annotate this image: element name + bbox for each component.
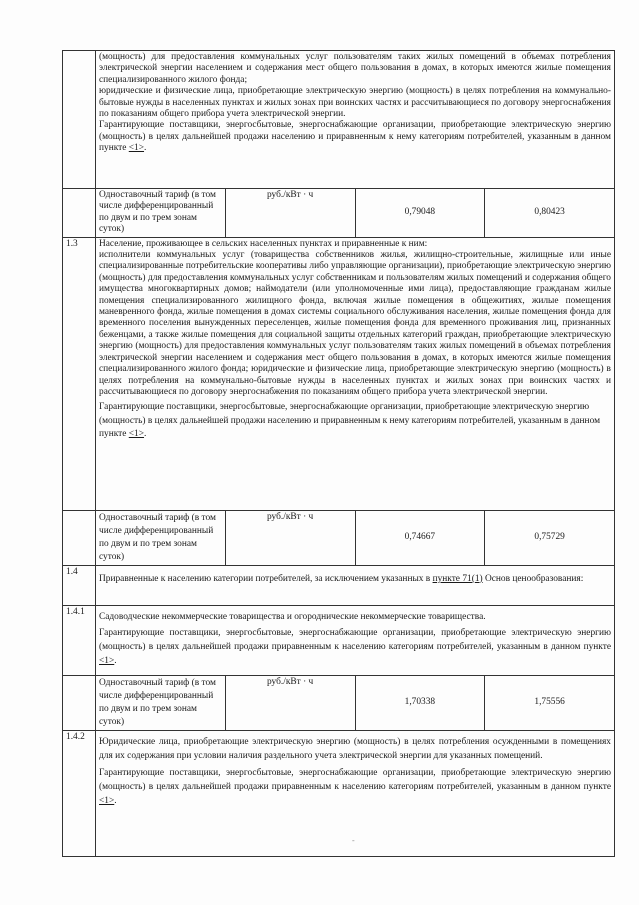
row-number: 1.3 bbox=[63, 237, 96, 510]
table-row bbox=[63, 565, 615, 605]
row-text bbox=[96, 605, 615, 675]
tariff-value-1: 0,79048 bbox=[355, 189, 485, 238]
tariff-row bbox=[63, 675, 615, 730]
tariff-unit: руб./кВт · ч bbox=[225, 675, 355, 730]
tariff-row bbox=[63, 510, 615, 565]
scan-speck: - bbox=[352, 836, 355, 845]
row-text: Приравненные к населению категории потребителей, за исключением указанных в пункте 71(1) Основ ценообразования: bbox=[96, 565, 615, 605]
table-row bbox=[63, 730, 615, 856]
paragraph: Гарантирующие поставщики, энергосбытовые, энергоснабжающие организации, приобретающие электрическую энергию (мощность) в целях дальнейшей продажи населению и приравненным к нему категориям потребителей, указанным в данном пункте <1>. bbox=[99, 402, 601, 440]
tariff-value-2: 1,75556 bbox=[485, 675, 615, 730]
paragraph: исполнители коммунальных услуг (товарищества собственников жилья, жилищно-строительные, жилищные или иные специализированные потребительские кооперативы либо управляющие организации), приобретающие электрическую энергию (мощность) для предоставления коммунальных услуг собственникам и пользователям жилых помещений и содержания общего имущества многоквартирных домов; наймодатели (или уполномоченные ими лица), предоставляющие гражданам жилые помещения специализированного жилищного фонда, включая жилые помещения в общежитиях, жилые помещения маневренного фонда, жилые помещения в домах системы социального обслуживания населения, жилые помещения фонда для временного поселения вынужденных переселенцев, жилые помещения фонда для временного проживания лиц, признанных беженцами, а также жилые помещения для социальной защиты отдельных категорий граждан, приобретающие электрическую энергию (мощность) для предоставления коммунальных услуг пользователям таких жилых помещений в объемах потребления электрической энергии населением и содержания мест общего пользования в домах, в которых имеются жилые помещения специализированного жилого фонда; юридические и физические лица, приобретающие электрическую энергию (мощность) в целях потребления на коммунально-бытовые нужды в населенных пунктах и жилых зонах при воинских частях и рассчитывающиеся по договору энергоснабжения по показаниям общего прибора учета электрической энергии. bbox=[99, 250, 611, 397]
tariff-value-1: 1,70338 bbox=[355, 675, 485, 730]
paragraph: Гарантирующие поставщики, энергосбытовые, энергоснабжающие организации, приобретающие электрическую энергию (мощность) в целях дальнейшей продажи приравненным к населению категориям потребителей, указанным в данном пункте <1>. bbox=[99, 767, 611, 806]
paragraph: Садоводческие некоммерческие товарищества и огороднические некоммерческие товарищества. bbox=[99, 611, 486, 622]
paragraph: юридические и физические лица, приобретающие электрическую энергию (мощность) в целях потребления на коммунально-бытовые нужды в населенных пунктах и жилых зонах при воинских частях и рассчитывающиеся по договору энергоснабжения по показаниям общего прибора учета электрической энергии. bbox=[99, 86, 611, 120]
paragraph: Гарантирующие поставщики, энергосбытовые, энергоснабжающие организации, приобретающие электрическую энергию (мощность) в целях дальнейшей продажи приравненным к населению категориям потребителей, указанным в данном пункте <1>. bbox=[99, 627, 611, 666]
row-text bbox=[96, 51, 615, 189]
tariff-value-2: 0,75729 bbox=[485, 510, 615, 565]
paragraph: Гарантирующие поставщики, энергосбытовые, энергоснабжающие организации, приобретающие электрическую энергию (мощность) в целях дальнейшей продажи населению и приравненным к нему категориям потребителей, указанным в данном пункте <1>. bbox=[99, 120, 611, 154]
tariff-unit: руб./кВт · ч bbox=[225, 510, 355, 565]
tariff-name: Одноставочный тариф (в том числе дифференцированный по двум и по трем зонам суток) bbox=[96, 675, 226, 730]
row-number: 1.4 bbox=[63, 565, 96, 605]
tariff-unit: руб./кВт · ч bbox=[225, 189, 355, 238]
tariff-row bbox=[63, 189, 615, 238]
row-number: 1.4.1 bbox=[63, 605, 96, 675]
tariff-value-1: 0,74667 bbox=[355, 510, 485, 565]
table-row bbox=[63, 51, 615, 189]
table-row bbox=[63, 237, 615, 510]
paragraph: (мощность) для предоставления коммунальных услуг пользователям таких жилых помещений в объемах потребления электрической энергии населением и содержания мест общего пользования в домах, в которых имеются жилые помещения специализированного жилого фонда; bbox=[99, 52, 611, 85]
table-row bbox=[63, 605, 615, 675]
tariff-value-2: 0,80423 bbox=[485, 189, 615, 238]
row-text bbox=[96, 237, 615, 510]
tariff-name: Одноставочный тариф (в том числе дифференцированный по двум и по трем зонам суток) bbox=[96, 510, 226, 565]
tariff-name: Одноставочный тариф (в том числе дифференцированный по двум и по трем зонам суток) bbox=[96, 189, 226, 238]
row-text bbox=[96, 730, 615, 856]
row-number: 1.4.2 bbox=[63, 730, 96, 856]
paragraph: Население, проживающее в сельских населенных пунктах и приравненные к ним: bbox=[99, 238, 428, 249]
tariff-table bbox=[62, 50, 615, 857]
row-number bbox=[63, 51, 96, 189]
paragraph: Юридические лица, приобретающие электрическую энергию (мощность) в целях потребления осужденными в помещениях для их содержания при условии наличия раздельного учета электрической энергии для указанных помещений. bbox=[99, 736, 611, 761]
